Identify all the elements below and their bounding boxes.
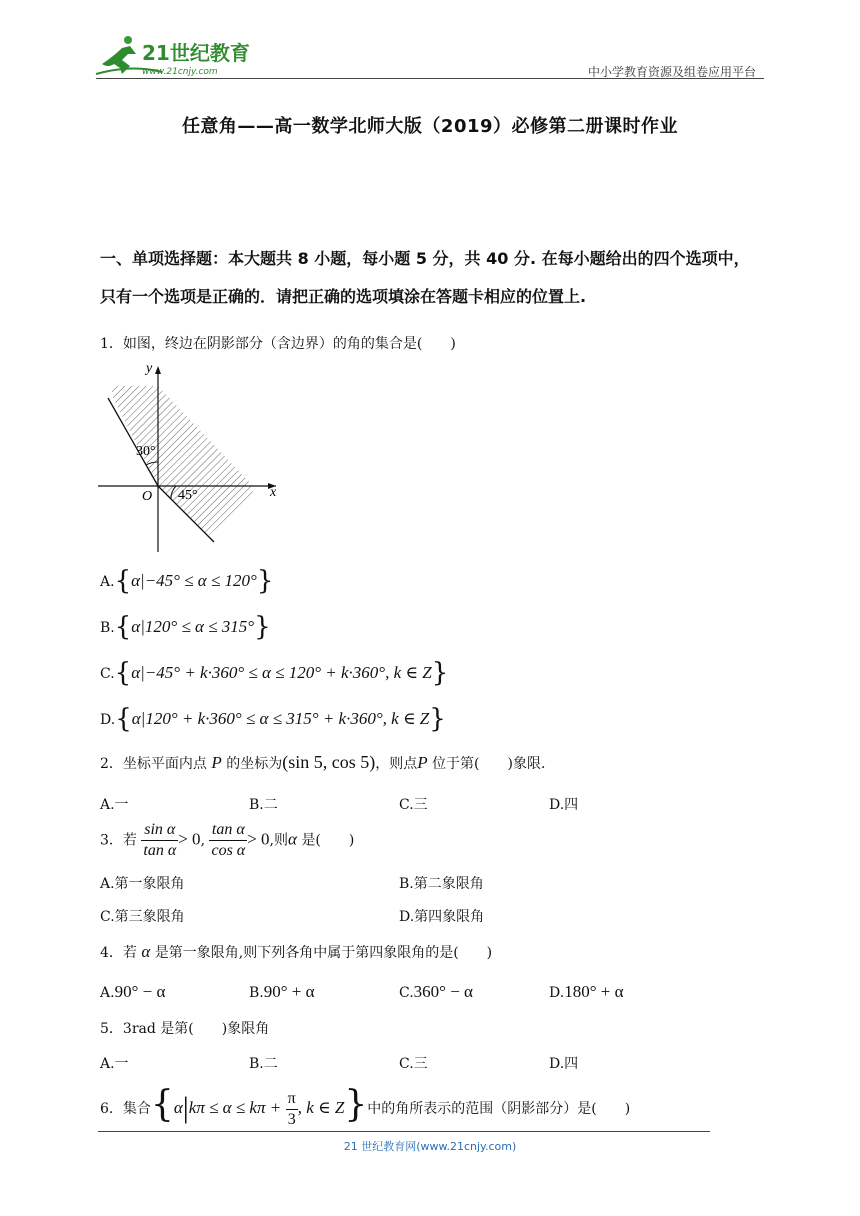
q5-option-b[interactable]: B.二 [249, 1056, 278, 1072]
document-title: 任意角——高一数学北师大版（2019）必修第二册课时作业 [181, 116, 679, 137]
q2-option-b[interactable]: B.二 [249, 797, 278, 813]
site-logo [92, 34, 262, 80]
q3-option-c[interactable]: C.第三象限角 [100, 909, 185, 925]
q1-option-d[interactable]: D.{α|120° + k·360° ≤ α ≤ 315° + k·360°, k ∈ Z} [100, 704, 446, 734]
question-5-stem: 5．3rad 是第( )象限角 [100, 1021, 270, 1037]
section-heading: 一、单项选择题：本大题共 8 小题，每小题 5 分，共 40 分. 在每小题给出的四个选项中，只有一个选项是正确的．请把正确的选项填涂在答题卡相应的位置上. [100, 249, 750, 306]
q3-option-d[interactable]: D.第四象限角 [399, 909, 485, 925]
q5-option-a[interactable]: A.一 [100, 1056, 129, 1072]
logo-url: www.21cnjy.com [142, 67, 218, 77]
q3-option-a[interactable]: A.第一象限角 [100, 876, 185, 892]
platform-name: 中小学教育资源及组卷应用平台 [587, 65, 756, 79]
q4-option-a[interactable]: A.90° − α [100, 982, 166, 1001]
q3-option-b[interactable]: B.第二象限角 [399, 876, 484, 892]
q2-option-d[interactable]: D.四 [549, 797, 579, 813]
footer-divider [98, 1131, 710, 1132]
q4-option-c[interactable]: C.360° − α [399, 982, 473, 1001]
footer-link[interactable]: 21 世纪教育网(www.21cnjy.com) [343, 1140, 517, 1153]
q4-option-b[interactable]: B.90° + α [249, 982, 315, 1001]
question-2-stem: 2．坐标平面内点 P 的坐标为(sin 5, cos 5)，则点P 位于第( )象限. [100, 752, 546, 772]
question-4-stem: 4．若 α 是第一象限角,则下列各角中属于第四象限角的是( ) [100, 942, 493, 961]
logo-text: 21世纪教育 [142, 41, 250, 65]
question-1-stem: 1．如图，终边在阴影部分（含边界）的角的集合是( ) [100, 336, 456, 352]
angle-30-label: 30° [136, 444, 156, 459]
q5-option-d[interactable]: D.四 [549, 1056, 579, 1072]
q1-option-b[interactable]: B.{α|120° ≤ α ≤ 315°} [100, 612, 271, 642]
x-label: x [270, 485, 277, 500]
q2-option-c[interactable]: C.三 [399, 797, 428, 813]
shaded-region [112, 386, 253, 536]
origin-label: O [142, 489, 153, 504]
angle-45-label: 45° [178, 488, 198, 503]
q4-option-d[interactable]: D.180° + α [549, 982, 624, 1001]
question-6-stem: 6．集合{α|kπ ≤ α ≤ kπ + $\frac{\pi}{3}$ , k ∈ Z}中的角所表示的范围（阴影部分）是( ) [100, 1084, 631, 1128]
q1-option-a[interactable]: A.{α|−45° ≤ α ≤ 120°} [100, 566, 274, 596]
q2-option-a[interactable]: A.一 [100, 797, 129, 813]
question-3-stem: 3．若 $\frac{\text{sin α}}{\text{tan α}}$ > 0, $\frac{\text{tan α}}{\text{cos α}}$ > 0,则α 是( ) [100, 821, 355, 859]
header-divider [96, 78, 764, 79]
q1-option-c[interactable]: C.{α|−45° + k·360° ≤ α ≤ 120° + k·360°, k ∈ Z} [100, 658, 449, 688]
question-1-figure [98, 356, 288, 556]
y-label: y [146, 361, 153, 376]
q5-option-c[interactable]: C.三 [399, 1056, 428, 1072]
